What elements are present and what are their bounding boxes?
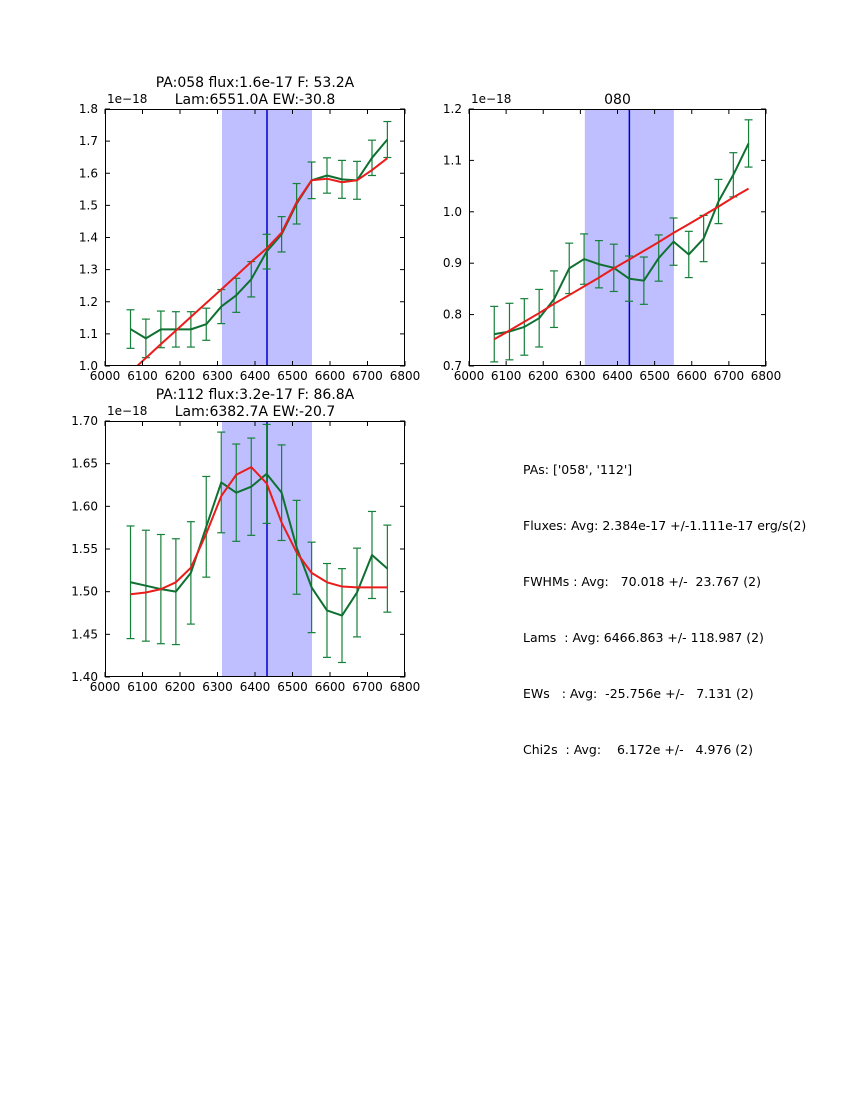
chart-title: Lam:6382.7A EW:-20.7: [174, 404, 336, 420]
x-tick-label: 6100: [127, 680, 158, 694]
y-tick-label: 0.8: [442, 307, 462, 322]
y-tick-label: 1.6: [78, 166, 98, 181]
x-tick-label: 6700: [352, 369, 383, 383]
y-tick-label: 1.0: [78, 359, 98, 373]
y-tick-label: 1.7: [78, 134, 98, 149]
x-tick-label: 6700: [352, 680, 383, 694]
y-tick-label: 0.7: [442, 359, 462, 373]
x-tick-label: 6600: [314, 680, 346, 694]
x-tick-label: 6000: [89, 369, 121, 383]
x-tick-label: 6800: [389, 369, 421, 383]
x-tick-label: 6100: [127, 369, 158, 383]
stats-line-ews: EWs : Avg: -25.756e +/- 7.131 (2): [523, 686, 754, 701]
y-tick-label: 1.4: [78, 230, 98, 245]
x-tick-label: 6300: [202, 369, 233, 383]
y-tick-label: 1.40: [71, 670, 98, 684]
x-tick-label: 6500: [639, 369, 670, 383]
x-tick-label: 6400: [239, 680, 271, 694]
chart-title: 080: [604, 92, 631, 108]
stats-line-lams: Lams : Avg: 6466.863 +/- 118.987 (2): [523, 630, 764, 645]
y-tick-label: 1.60: [71, 499, 98, 514]
y-axis-offset-text: 1e−18: [471, 92, 512, 106]
x-tick-label: 6500: [277, 369, 308, 383]
chart-080: [442, 92, 782, 383]
chart-title: PA:112 flux:3.2e-17 F: 86.8A: [155, 387, 355, 403]
stats-panel: [523, 427, 806, 793]
y-tick-label: 1.2: [78, 294, 98, 309]
x-tick-label: 6200: [164, 369, 196, 383]
y-tick-label: 1.45: [71, 627, 98, 642]
y-tick-label: 1.55: [71, 542, 98, 556]
y-tick-label: 1.65: [71, 456, 98, 471]
x-tick-label: 6200: [164, 680, 196, 694]
chart-pa058: [78, 75, 421, 383]
y-axis-offset-text: 1e−18: [107, 404, 148, 418]
y-tick-label: 1.70: [71, 414, 98, 428]
y-tick-label: 1.1: [442, 153, 462, 168]
x-tick-label: 6000: [453, 369, 485, 383]
stats-line-pas: PAs: ['058', '112']: [523, 462, 633, 477]
x-tick-label: 6000: [89, 680, 121, 694]
x-tick-label: 6300: [202, 680, 233, 694]
x-tick-label: 6400: [239, 369, 271, 383]
chart-pa112: [71, 387, 421, 694]
x-tick-label: 6800: [750, 369, 782, 383]
y-axis-offset-text: 1e−18: [107, 92, 148, 106]
stats-line-fluxes: Fluxes: Avg: 2.384e-17 +/-1.111e-17 erg/s(2): [523, 518, 807, 533]
y-tick-label: 1.1: [78, 326, 98, 341]
x-tick-label: 6500: [277, 680, 308, 694]
y-tick-label: 1.2: [442, 102, 462, 116]
chart-title: PA:058 flux:1.6e-17 F: 53.2A: [155, 75, 355, 91]
x-tick-label: 6700: [713, 369, 745, 383]
x-tick-label: 6400: [602, 369, 633, 383]
x-tick-label: 6300: [565, 369, 596, 383]
y-tick-label: 1.5: [78, 198, 98, 213]
chart-title: Lam:6551.0A EW:-30.8: [174, 92, 336, 108]
x-tick-label: 6100: [490, 369, 522, 383]
stats-line-chi2s: Chi2s : Avg: 6.172e +/- 4.976 (2): [523, 742, 754, 757]
stats-line-fwhms: FWHMs : Avg: 70.018 +/- 23.767 (2): [523, 574, 761, 589]
y-tick-label: 1.50: [71, 584, 98, 599]
y-tick-label: 1.3: [78, 262, 98, 277]
y-tick-label: 1.0: [442, 204, 462, 219]
x-tick-label: 6800: [389, 680, 421, 694]
y-tick-label: 1.8: [78, 102, 98, 116]
y-tick-label: 0.9: [442, 256, 462, 271]
x-tick-label: 6600: [676, 369, 708, 383]
x-tick-label: 6600: [314, 369, 346, 383]
x-tick-label: 6200: [527, 369, 559, 383]
